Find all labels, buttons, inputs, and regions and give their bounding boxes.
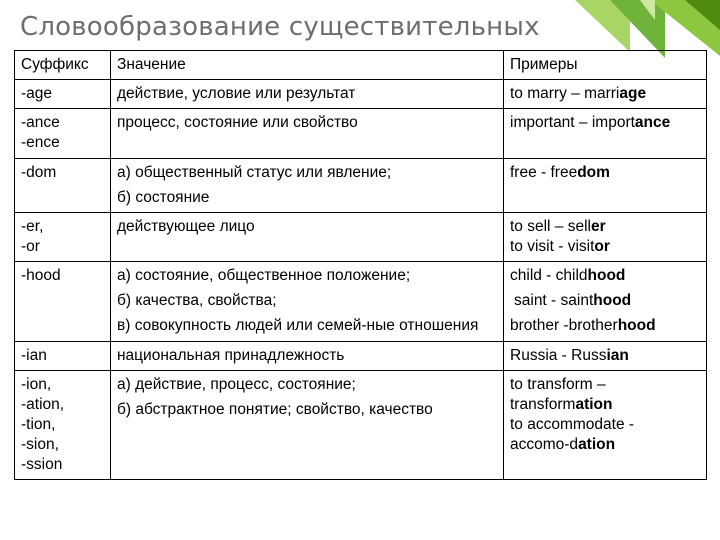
meaning-text: в) совокупность людей или семей-ные отношения (117, 317, 479, 335)
table-row (15, 109, 707, 158)
example-suffix: ation (575, 395, 613, 413)
example-line (510, 316, 700, 336)
example-suffix: ian (606, 346, 629, 364)
suffix-text: -tion, (21, 415, 56, 433)
example-line (510, 395, 700, 415)
examples-cell (504, 370, 707, 480)
meaning-text: процесс, состояние или свойство (117, 114, 358, 132)
table-row (15, 80, 707, 109)
example-base: brother -brother (510, 317, 618, 335)
table-row (15, 158, 707, 212)
suffix-cell (15, 80, 111, 109)
examples-cell (504, 262, 707, 341)
header-suffix: Суффикс (15, 51, 111, 80)
examples-cell (504, 109, 707, 158)
examples-cell (504, 158, 707, 212)
meaning-cell (111, 158, 504, 212)
suffix-text: -ence (21, 134, 60, 152)
example-suffix: dom (577, 163, 610, 181)
meaning-text: а) состояние, общественное положение; (117, 267, 411, 285)
example-line (510, 375, 700, 395)
suffix-cell (15, 158, 111, 212)
examples-cell (504, 212, 707, 261)
suffix-text: -hood (21, 267, 61, 285)
table-row (15, 212, 707, 261)
meaning-cell (111, 109, 504, 158)
example-base: free - free (510, 163, 578, 181)
meaning-text: а) общественный статус или явление; (117, 163, 392, 181)
example-suffix: ance (634, 114, 671, 132)
meaning-text: а) действие, процесс, состояние; (117, 375, 356, 393)
example-base: Russia - Russ (510, 346, 607, 364)
meaning-cell (111, 80, 504, 109)
example-line (510, 113, 700, 133)
example-line (510, 291, 700, 311)
table-header-row (15, 51, 707, 80)
example-line (510, 237, 700, 257)
suffix-cell (15, 262, 111, 341)
meaning-text: национальная принадлежность (117, 346, 345, 364)
example-base: to visit - visit (510, 237, 595, 255)
suffix-cell (15, 370, 111, 480)
table-row (15, 341, 707, 370)
header-examples: Примеры (504, 51, 707, 80)
example-base: to sell – sell (510, 217, 591, 235)
example-base: to transform – (510, 375, 606, 393)
example-line (510, 346, 700, 366)
meaning-cell (111, 212, 504, 261)
example-base: to marry – marri (510, 85, 620, 103)
suffix-text: -or (21, 237, 40, 255)
example-suffix: hood (593, 292, 632, 310)
example-suffix: hood (617, 317, 656, 335)
table-row (15, 370, 707, 480)
meaning-text: действующее лицо (117, 217, 255, 235)
examples-cell (504, 80, 707, 109)
examples-cell (504, 341, 707, 370)
suffix-cell (15, 341, 111, 370)
suffix-text: -ssion (21, 456, 63, 474)
example-suffix: er (590, 217, 606, 235)
example-base: saint - saint (514, 292, 594, 310)
example-line (510, 435, 700, 455)
example-suffix: hood (587, 267, 626, 285)
meaning-text: б) состояние (117, 188, 210, 206)
meaning-cell (111, 341, 504, 370)
example-suffix: or (594, 237, 610, 255)
example-base: transform (510, 395, 576, 413)
example-line (510, 163, 700, 183)
suffix-text: -age (21, 85, 53, 103)
suffix-text: -dom (21, 163, 57, 181)
header-meaning: Значение (111, 51, 504, 80)
suffix-text: -ance (21, 114, 60, 132)
example-line (510, 415, 700, 435)
example-base: important – import (510, 114, 635, 132)
meaning-text: б) качества, свойства; (117, 292, 277, 310)
suffix-text: -ion, (21, 375, 52, 393)
meaning-cell (111, 262, 504, 341)
suffix-text: -sion, (21, 436, 59, 454)
example-line (510, 217, 700, 237)
example-base: child - child (510, 267, 588, 285)
meaning-text: б) абстрактное понятие; свойство, качество (117, 400, 433, 418)
meaning-cell (111, 370, 504, 480)
slide-title: Словообразование существительных (20, 12, 540, 42)
meaning-text: действие, условие или результат (117, 85, 356, 103)
example-suffix: age (619, 85, 647, 103)
suffix-text: -er, (21, 217, 44, 235)
example-line (510, 266, 700, 286)
table-body (15, 80, 707, 480)
example-base: to accommodate - (510, 415, 635, 433)
suffix-text: -ation, (21, 395, 65, 413)
example-line (510, 84, 700, 104)
table-row (15, 262, 707, 341)
suffix-cell (15, 212, 111, 261)
example-base: accomo-d (510, 436, 579, 454)
suffix-table (14, 50, 707, 480)
suffix-cell (15, 109, 111, 158)
example-suffix: ation (578, 436, 616, 454)
suffix-text: -ian (21, 346, 47, 364)
